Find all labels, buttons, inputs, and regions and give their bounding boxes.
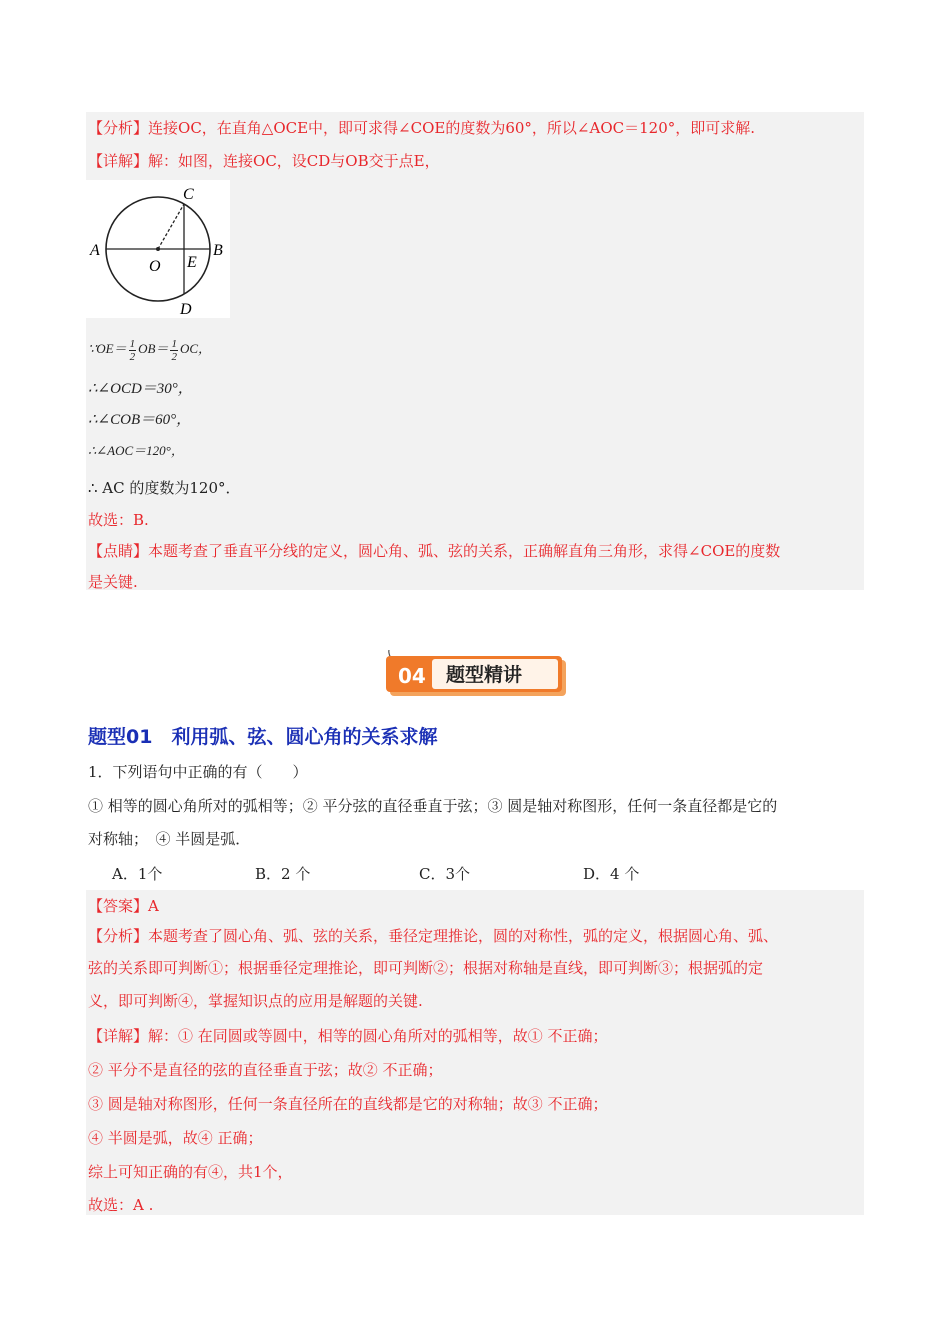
step1-pre: ∵OE＝: [88, 341, 127, 356]
section-title: 题型01 利用弧、弦、圆心角的关系求解: [88, 726, 438, 748]
comment-tag: 【点睛】: [88, 542, 149, 560]
answer-summary: 综上可知正确的有④，共1个，: [88, 1163, 293, 1181]
answer-detail-1: 【详解】解：① 在同圆或等圆中，相等的圆心角所对的弧相等，故① 不正确；: [88, 1027, 608, 1045]
answer-detail-4: ④ 半圆是弧，故④ 正确；: [88, 1129, 263, 1147]
analysis-tag: 【分析】: [88, 119, 149, 137]
comment-line-2: 是关键.: [88, 573, 138, 591]
fraction-half-2: [170, 338, 178, 363]
section-badge: [386, 650, 566, 696]
answer-analysis-1: 【分析】本题考查了圆心角、弧、弦的关系，垂径定理推论，圆的对称性，弧的定义，根据圆心角、弧、: [88, 927, 779, 945]
label-c: C: [183, 186, 194, 203]
option-c: C．3个: [419, 865, 471, 883]
fraction-half-1: [129, 338, 137, 363]
label-d: D: [180, 301, 192, 318]
detail-tag: 【详解】: [88, 152, 149, 170]
detail-text: 解：如图，连接OC，设CD与OB交于点E，: [148, 152, 440, 170]
analysis-text: 连接OC，在直角△OCE中，即可求得∠COE的度数为60°，所以∠AOC＝120°，即可求解.: [148, 119, 756, 137]
circle-figure: [86, 180, 230, 318]
answer-analysis-2: 弦的关系即可判断①；根据垂径定理推论，即可判断②；根据对称轴是直线，即可判断③；根据弧的定: [88, 959, 764, 977]
question-line-1: ① 相等的圆心角所对的弧相等；② 平分弦的直径垂直于弦；③ 圆是轴对称图形，任何一条直径都是它的: [88, 797, 778, 815]
step1-post: OC，: [179, 341, 212, 356]
label-o: O: [149, 258, 161, 275]
step1-mid: OB＝: [138, 341, 169, 356]
answer-choose: 故选：A .: [88, 1196, 154, 1214]
frac-num: 1: [129, 337, 136, 350]
segment-oc: [158, 204, 184, 249]
label-e: E: [187, 254, 197, 271]
badge-number: 04: [398, 664, 426, 688]
choose-b: 故选：B.: [88, 511, 149, 529]
frac-den: 2: [129, 350, 136, 363]
analysis-line: [88, 118, 755, 138]
question-line-2: 对称轴； ④ 半圆是弧．: [88, 830, 251, 848]
answer-line: 【答案】A: [88, 897, 159, 915]
step-1: [88, 336, 211, 363]
step-2: ∴∠OCD＝30°，: [88, 381, 193, 397]
answer-detail-3: ③ 圆是轴对称图形，任何一条直径所在的直线都是它的对称轴；故③ 不正确；: [88, 1095, 608, 1113]
center-point: [156, 247, 160, 251]
step-3: ∴∠COB＝60°，: [88, 412, 192, 428]
label-b: B: [213, 242, 223, 259]
comment-text-1: 本题考查了垂直平分线的定义，圆心角、弧、弦的关系，正确解直角三角形，求得∠COE的度数: [148, 542, 781, 560]
comment-line-1: [88, 541, 780, 561]
badge-label: 题型精讲: [446, 664, 523, 686]
step-4: ∴∠AOC＝120°，: [88, 443, 184, 458]
frac-den-2: 2: [171, 350, 177, 363]
answer-detail-2: ② 平分不是直径的弦的直径垂直于弦；故② 不正确；: [88, 1061, 443, 1079]
option-d: D．4 个: [583, 865, 640, 883]
answer-analysis-3: 义，即可判断④，掌握知识点的应用是解题的关键.: [88, 992, 423, 1010]
option-a: A．1个: [112, 865, 163, 883]
option-b: B．2 个: [255, 865, 311, 883]
detail-line: [88, 151, 440, 171]
frac-num-2: 1: [171, 337, 177, 350]
step-5: ∴ AC 的度数为120°．: [88, 479, 241, 497]
question-stem: 1．下列语句中正确的有（ ）: [88, 763, 308, 781]
label-a: A: [90, 242, 100, 259]
